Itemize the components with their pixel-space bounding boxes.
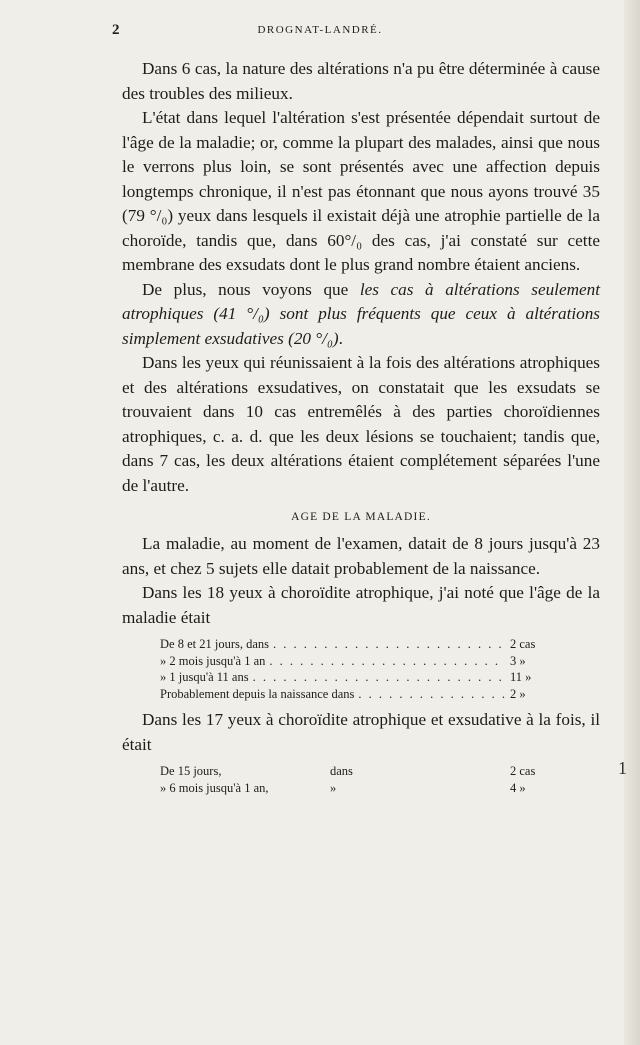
paragraph-text: De plus, nous voyons que <box>142 279 360 299</box>
paragraph: Dans les 17 yeux à choroïdite atrophique et exsudative à la fois, il était <box>122 710 600 754</box>
row-value: 2 » <box>510 686 526 701</box>
section-heading: AGE DE LA MALADIE. <box>291 511 431 523</box>
paragraph: Dans 6 cas, la nature des altérations n'a pu être déterminée à cause des troubles des milieux. <box>122 59 600 103</box>
paragraph: Dans les 18 yeux à choroïdite atrophique, j'ai noté que l'âge de la maladie était <box>122 583 600 627</box>
row-mid: dans <box>330 764 353 778</box>
row-value: 4 » <box>510 780 526 795</box>
row-label: Probablement depuis la naissance dans <box>160 686 355 701</box>
paragraph-with-emphasis <box>122 278 600 352</box>
row-mid: » <box>330 780 337 795</box>
table-row <box>160 763 570 780</box>
paragraph: L'état dans lequel l'altération s'est présentée dépendait surtout de l'âge de la maladie; or, comme la plupart des malades, ainsi que nous le verrons plus loin, se sont présentés avec une affection depuis longtemps chronique, il n'est pas étonnant que nous ayons trouvé 35 (79 °/₀) yeux dans lesquels il existait déjà une atrophie partielle de la choroïde, tandis que, dans 60°/₀ des cas, j'ai constaté sur cette membrane des exsudats dont le plus grand nombre étaient anciens. <box>122 108 600 274</box>
row-value: 2 cas <box>510 764 536 778</box>
leader-dots <box>253 669 506 686</box>
paragraph: La maladie, au moment de l'examen, datait de 8 jours jusqu'à 23 ans, et chez 5 sujets elle datait probablement de la naissance. <box>122 534 600 578</box>
leader-dots <box>358 686 506 703</box>
emphasis-text: les cas à altérations seulement atrophiques (41 °/₀) sont plus fréquents que ceux à altérations simplement exsudatives (20 °/₀) <box>122 279 600 348</box>
paragraph: Dans les yeux qui réunissaient à la fois des altérations atrophiques et des altérations exsudatives, on constatait que les exsudats se trouvaient dans 10 cas entremêlés à des parties choroïdiennes atrophiques, c. a. d. que les deux lésions se touchaient; tandis que, dans 7 cas, les deux altérations étaient complétement séparées l'une de l'autre. <box>122 353 600 495</box>
table-row <box>160 653 570 670</box>
row-label: De 15 jours, <box>160 764 222 778</box>
row-value: 11 » <box>510 670 532 684</box>
row-label: » 6 mois jusqu'à 1 an, <box>160 780 269 795</box>
running-title: DROGNAT-LANDRÉ. <box>257 24 383 36</box>
row-value: 3 » <box>510 653 526 668</box>
table-row <box>160 636 570 653</box>
paragraph-text: . <box>338 328 343 348</box>
leader-dots <box>269 653 506 670</box>
table-row <box>160 686 570 703</box>
page-body <box>122 57 600 802</box>
page-edge <box>624 0 640 1045</box>
atrophic-duration-table <box>160 636 570 702</box>
page-header <box>0 22 640 42</box>
mixed-duration-table <box>160 763 570 796</box>
margin-mark: 1 <box>618 758 627 778</box>
row-label: De 8 et 21 jours, dans <box>160 637 270 651</box>
page-number: 2 <box>112 22 120 38</box>
table-row <box>160 669 570 686</box>
row-value: 2 cas <box>510 637 536 651</box>
row-label: » 2 mois jusqu'à 1 an <box>160 653 266 668</box>
row-label: » 1 jusqu'à 11 ans <box>160 670 249 684</box>
leader-dots <box>273 636 506 653</box>
table-row <box>160 780 570 797</box>
